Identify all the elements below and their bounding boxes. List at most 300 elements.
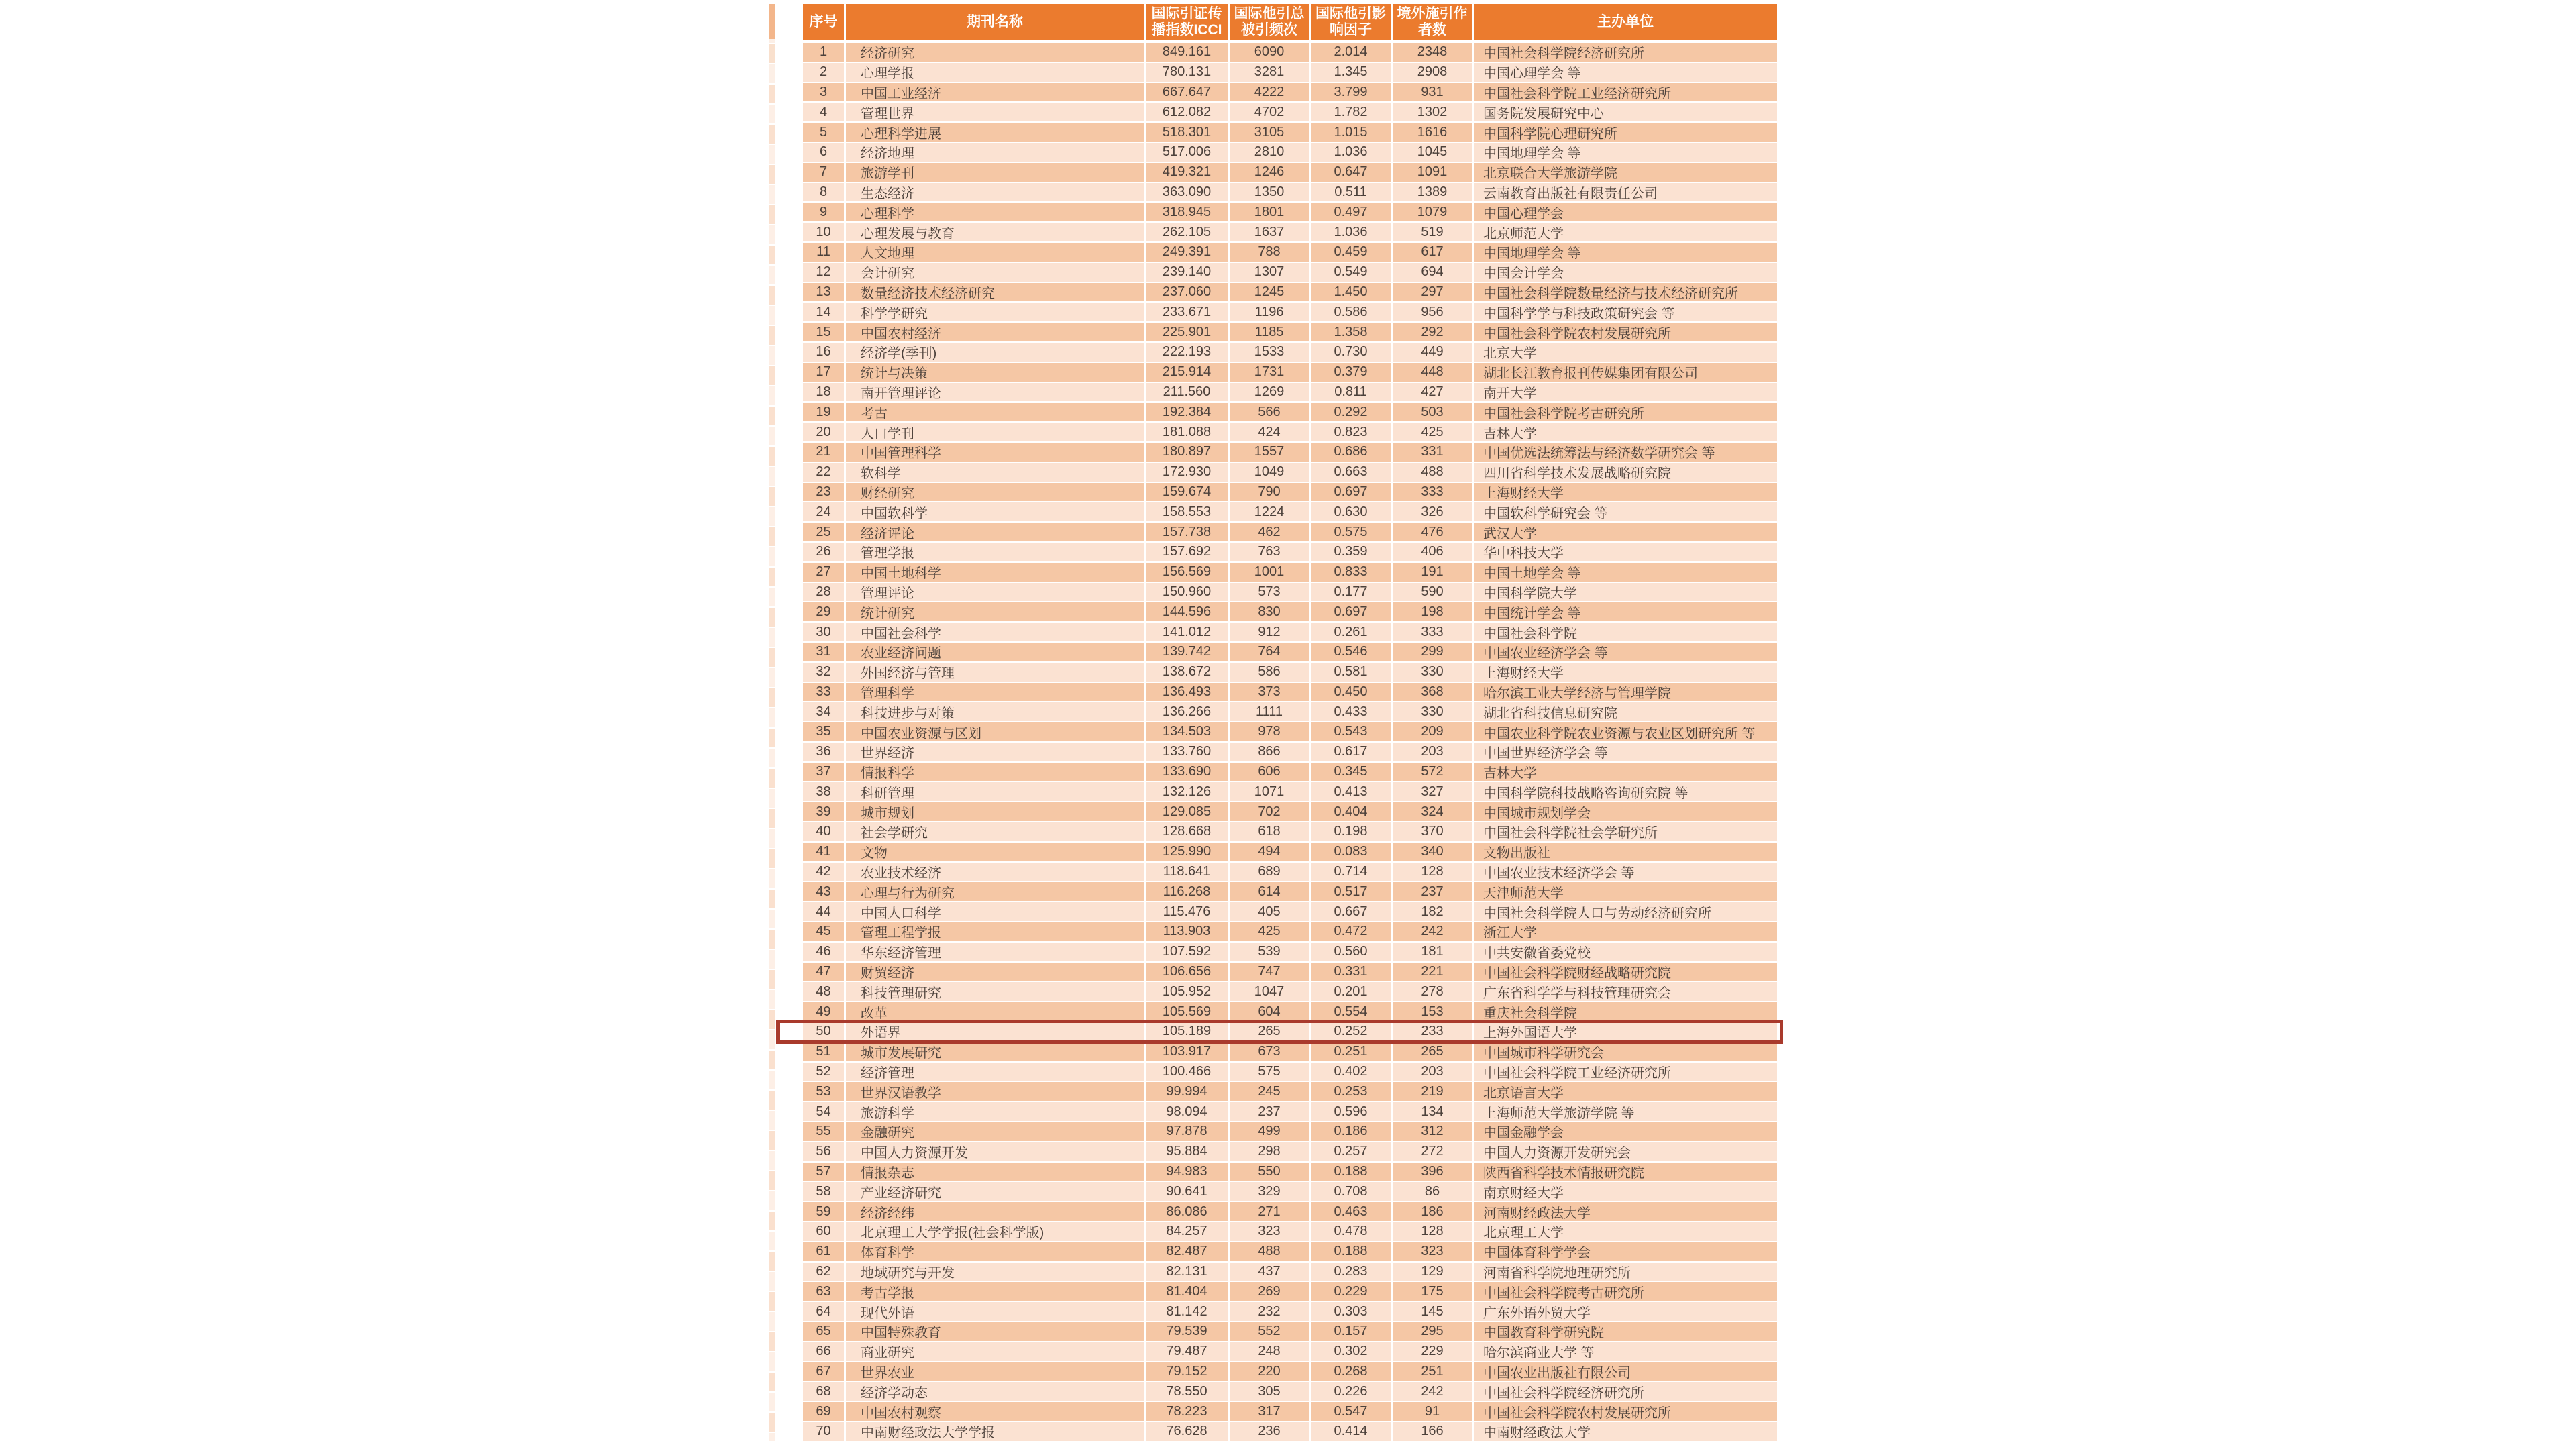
impact-factor-cell: 0.730 (1311, 343, 1391, 362)
journal-name-cell: 心理发展与教育 (846, 223, 1144, 241)
journal-name-cell: 社会学研究 (846, 822, 1144, 841)
rank-cell: 19 (803, 402, 844, 421)
icci-cell: 134.503 (1146, 722, 1228, 741)
overseas-authors-cell: 299 (1393, 643, 1472, 661)
table-row (803, 1322, 1777, 1341)
host-org-cell: 中国社会科学院人口与劳动经济研究所 (1474, 902, 1777, 921)
impact-factor-cell: 0.251 (1311, 1042, 1391, 1061)
icci-cell: 82.487 (1146, 1242, 1228, 1261)
host-org-cell: 浙江大学 (1474, 922, 1777, 941)
host-org-cell: 文物出版社 (1474, 843, 1777, 861)
table-row (803, 863, 1777, 881)
journal-name-cell: 经济地理 (846, 143, 1144, 162)
cites-cell: 1001 (1230, 563, 1309, 582)
cites-cell: 1071 (1230, 782, 1309, 801)
column-header-host: 主办单位 (1474, 4, 1777, 40)
journal-name-cell: 城市规划 (846, 802, 1144, 821)
cites-cell: 3105 (1230, 123, 1309, 142)
host-org-cell: 河南省科学院地理研究所 (1474, 1263, 1777, 1281)
journal-name-cell: 旅游科学 (846, 1102, 1144, 1121)
impact-factor-cell: 0.379 (1311, 363, 1391, 382)
icci-cell: 318.945 (1146, 203, 1228, 221)
table-row (803, 103, 1777, 121)
impact-factor-cell: 0.647 (1311, 163, 1391, 182)
impact-factor-cell: 0.497 (1311, 203, 1391, 221)
host-org-cell: 中国社会科学院工业经济研究所 (1474, 1063, 1777, 1081)
journal-name-cell: 管理科学 (846, 683, 1144, 702)
rank-cell: 31 (803, 643, 844, 661)
rank-cell: 43 (803, 882, 844, 901)
table-row (803, 343, 1777, 362)
cites-cell: 764 (1230, 643, 1309, 661)
impact-factor-cell: 1.036 (1311, 143, 1391, 162)
cites-cell: 912 (1230, 623, 1309, 641)
host-org-cell: 中国心理学会 等 (1474, 63, 1777, 82)
impact-factor-cell: 0.560 (1311, 943, 1391, 961)
icci-cell: 113.903 (1146, 922, 1228, 941)
rank-cell: 56 (803, 1142, 844, 1161)
rank-cell: 64 (803, 1302, 844, 1321)
journal-name-cell: 中南财经政法大学学报 (846, 1422, 1144, 1441)
table-row (803, 1182, 1777, 1201)
journal-name-cell: 心理科学进展 (846, 123, 1144, 142)
icci-cell: 95.884 (1146, 1142, 1228, 1161)
overseas-authors-cell: 476 (1393, 523, 1472, 541)
icci-cell: 118.641 (1146, 863, 1228, 881)
table-row (803, 982, 1777, 1001)
cites-cell: 604 (1230, 1002, 1309, 1021)
impact-factor-cell: 0.302 (1311, 1342, 1391, 1361)
host-org-cell: 天津师范大学 (1474, 882, 1777, 901)
impact-factor-cell: 0.554 (1311, 1002, 1391, 1021)
icci-cell: 157.738 (1146, 523, 1228, 541)
host-org-cell: 吉林大学 (1474, 763, 1777, 782)
cites-cell: 790 (1230, 483, 1309, 502)
left-edge-fragment (769, 4, 775, 1441)
host-org-cell: 哈尔滨工业大学经济与管理学院 (1474, 683, 1777, 702)
overseas-authors-cell: 1045 (1393, 143, 1472, 162)
overseas-authors-cell: 182 (1393, 902, 1472, 921)
overseas-authors-cell: 425 (1393, 423, 1472, 441)
overseas-authors-cell: 297 (1393, 283, 1472, 302)
rank-cell: 5 (803, 123, 844, 142)
overseas-authors-cell: 1091 (1393, 163, 1472, 182)
host-org-cell: 上海财经大学 (1474, 483, 1777, 502)
rank-cell: 8 (803, 183, 844, 202)
journal-ranking-table (803, 4, 1777, 1441)
host-org-cell: 中国地理学会 等 (1474, 243, 1777, 262)
table-row (803, 882, 1777, 901)
journal-name-cell: 中国人力资源开发 (846, 1142, 1144, 1161)
impact-factor-cell: 0.402 (1311, 1063, 1391, 1081)
cites-cell: 1245 (1230, 283, 1309, 302)
icci-cell: 78.550 (1146, 1382, 1228, 1401)
column-header-icci: 国际引证传播指数ICCI (1146, 4, 1228, 40)
cites-cell: 606 (1230, 763, 1309, 782)
overseas-authors-cell: 203 (1393, 1063, 1472, 1081)
host-org-cell: 重庆社会科学院 (1474, 1002, 1777, 1021)
icci-cell: 100.466 (1146, 1063, 1228, 1081)
journal-name-cell: 经济学(季刊) (846, 343, 1144, 362)
cites-cell: 1801 (1230, 203, 1309, 221)
overseas-authors-cell: 1079 (1393, 203, 1472, 221)
overseas-authors-cell: 198 (1393, 602, 1472, 621)
rank-cell: 47 (803, 963, 844, 981)
cites-cell: 978 (1230, 722, 1309, 741)
impact-factor-cell: 1.345 (1311, 63, 1391, 82)
host-org-cell: 云南教育出版社有限责任公司 (1474, 183, 1777, 202)
icci-cell: 211.560 (1146, 383, 1228, 402)
journal-name-cell: 世界农业 (846, 1362, 1144, 1381)
icci-cell: 518.301 (1146, 123, 1228, 142)
host-org-cell: 中国社会科学院数量经济与技术经济研究所 (1474, 283, 1777, 302)
host-org-cell: 中国科学学与科技政策研究会 等 (1474, 303, 1777, 321)
table-row (803, 543, 1777, 561)
journal-name-cell: 中国土地科学 (846, 563, 1144, 582)
table-row (803, 443, 1777, 462)
table-row (803, 802, 1777, 821)
host-org-cell: 中国金融学会 (1474, 1122, 1777, 1141)
table-row (803, 943, 1777, 961)
overseas-authors-cell: 175 (1393, 1282, 1472, 1301)
impact-factor-cell: 0.459 (1311, 243, 1391, 262)
cites-cell: 1557 (1230, 443, 1309, 462)
cites-cell: 245 (1230, 1082, 1309, 1101)
table-row (803, 1282, 1777, 1301)
impact-factor-cell: 0.268 (1311, 1362, 1391, 1381)
icci-cell: 76.628 (1146, 1422, 1228, 1441)
table-row (803, 363, 1777, 382)
table-row (803, 123, 1777, 142)
overseas-authors-cell: 324 (1393, 802, 1472, 821)
rank-cell: 34 (803, 702, 844, 721)
overseas-authors-cell: 340 (1393, 843, 1472, 861)
overseas-authors-cell: 181 (1393, 943, 1472, 961)
cites-cell: 236 (1230, 1422, 1309, 1441)
cites-cell: 1637 (1230, 223, 1309, 241)
overseas-authors-cell: 233 (1393, 1022, 1472, 1041)
impact-factor-cell: 0.543 (1311, 722, 1391, 741)
rank-cell: 59 (803, 1202, 844, 1221)
host-org-cell: 上海外国语大学 (1474, 1022, 1777, 1041)
icci-cell: 233.671 (1146, 303, 1228, 321)
cites-cell: 232 (1230, 1302, 1309, 1321)
cites-cell: 424 (1230, 423, 1309, 441)
host-org-cell: 华中科技大学 (1474, 543, 1777, 561)
overseas-authors-cell: 406 (1393, 543, 1472, 561)
rank-cell: 38 (803, 782, 844, 801)
overseas-authors-cell: 134 (1393, 1102, 1472, 1121)
table-row (803, 702, 1777, 721)
host-org-cell: 中国体育科学学会 (1474, 1242, 1777, 1261)
rank-cell: 15 (803, 323, 844, 341)
journal-name-cell: 中国工业经济 (846, 83, 1144, 102)
rank-cell: 2 (803, 63, 844, 82)
impact-factor-cell: 0.450 (1311, 683, 1391, 702)
overseas-authors-cell: 370 (1393, 822, 1472, 841)
impact-factor-cell: 0.697 (1311, 483, 1391, 502)
journal-name-cell: 经济评论 (846, 523, 1144, 541)
impact-factor-cell: 0.686 (1311, 443, 1391, 462)
overseas-authors-cell: 333 (1393, 483, 1472, 502)
overseas-authors-cell: 503 (1393, 402, 1472, 421)
rank-cell: 27 (803, 563, 844, 582)
cites-cell: 586 (1230, 663, 1309, 682)
overseas-authors-cell: 327 (1393, 782, 1472, 801)
icci-cell: 79.487 (1146, 1342, 1228, 1361)
journal-name-cell: 数量经济技术经济研究 (846, 283, 1144, 302)
cites-cell: 4702 (1230, 103, 1309, 121)
journal-name-cell: 商业研究 (846, 1342, 1144, 1361)
overseas-authors-cell: 449 (1393, 343, 1472, 362)
journal-name-cell: 世界经济 (846, 743, 1144, 761)
cites-cell: 329 (1230, 1182, 1309, 1201)
icci-cell: 90.641 (1146, 1182, 1228, 1201)
impact-factor-cell: 0.617 (1311, 743, 1391, 761)
impact-factor-cell: 0.414 (1311, 1422, 1391, 1441)
journal-name-cell: 中国特殊教育 (846, 1322, 1144, 1341)
impact-factor-cell: 1.358 (1311, 323, 1391, 341)
rank-cell: 62 (803, 1263, 844, 1281)
overseas-authors-cell: 91 (1393, 1402, 1472, 1421)
table-header-row (803, 4, 1777, 40)
rank-cell: 61 (803, 1242, 844, 1261)
journal-name-cell: 中国农村经济 (846, 323, 1144, 341)
impact-factor-cell: 0.708 (1311, 1182, 1391, 1201)
icci-cell: 419.321 (1146, 163, 1228, 182)
impact-factor-cell: 0.413 (1311, 782, 1391, 801)
impact-factor-cell: 0.404 (1311, 802, 1391, 821)
journal-name-cell: 外语界 (846, 1022, 1144, 1041)
overseas-authors-cell: 2908 (1393, 63, 1472, 82)
cites-cell: 269 (1230, 1282, 1309, 1301)
icci-cell: 150.960 (1146, 583, 1228, 602)
impact-factor-cell: 0.549 (1311, 263, 1391, 282)
icci-cell: 133.760 (1146, 743, 1228, 761)
journal-name-cell: 中国人口科学 (846, 902, 1144, 921)
icci-cell: 780.131 (1146, 63, 1228, 82)
journal-name-cell: 地域研究与开发 (846, 1263, 1144, 1281)
journal-name-cell: 考古 (846, 402, 1144, 421)
rank-cell: 36 (803, 743, 844, 761)
cites-cell: 3281 (1230, 63, 1309, 82)
cites-cell: 575 (1230, 1063, 1309, 1081)
host-org-cell: 中国社会科学院 (1474, 623, 1777, 641)
icci-cell: 133.690 (1146, 763, 1228, 782)
host-org-cell: 中国农业经济学会 等 (1474, 643, 1777, 661)
host-org-cell: 广东省科学学与科技管理研究会 (1474, 982, 1777, 1001)
rank-cell: 18 (803, 383, 844, 402)
cites-cell: 1111 (1230, 702, 1309, 721)
icci-cell: 138.672 (1146, 663, 1228, 682)
rank-cell: 41 (803, 843, 844, 861)
journal-name-cell: 城市发展研究 (846, 1042, 1144, 1061)
cites-cell: 614 (1230, 882, 1309, 901)
host-org-cell: 北京理工大学 (1474, 1222, 1777, 1241)
icci-cell: 136.266 (1146, 702, 1228, 721)
journal-name-cell: 农业技术经济 (846, 863, 1144, 881)
journal-name-cell: 体育科学 (846, 1242, 1144, 1261)
cites-cell: 1047 (1230, 982, 1309, 1001)
impact-factor-cell: 0.177 (1311, 583, 1391, 602)
cites-cell: 405 (1230, 902, 1309, 921)
cites-cell: 271 (1230, 1202, 1309, 1221)
rank-cell: 24 (803, 502, 844, 521)
overseas-authors-cell: 128 (1393, 863, 1472, 881)
cites-cell: 702 (1230, 802, 1309, 821)
icci-cell: 79.152 (1146, 1362, 1228, 1381)
rank-cell: 20 (803, 423, 844, 441)
host-org-cell: 中国软科学研究会 等 (1474, 502, 1777, 521)
rank-cell: 22 (803, 463, 844, 482)
host-org-cell: 北京联合大学旅游学院 (1474, 163, 1777, 182)
host-org-cell: 中国社会科学院社会学研究所 (1474, 822, 1777, 841)
host-org-cell: 中国心理学会 (1474, 203, 1777, 221)
rank-cell: 54 (803, 1102, 844, 1121)
rank-cell: 1 (803, 43, 844, 62)
rank-cell: 7 (803, 163, 844, 182)
host-org-cell: 河南财经政法大学 (1474, 1202, 1777, 1221)
icci-cell: 612.082 (1146, 103, 1228, 121)
host-org-cell: 中国城市规划学会 (1474, 802, 1777, 821)
table-row (803, 1002, 1777, 1021)
host-org-cell: 湖北省科技信息研究院 (1474, 702, 1777, 721)
host-org-cell: 中国社会科学院农村发展研究所 (1474, 323, 1777, 341)
cites-cell: 1731 (1230, 363, 1309, 382)
table-row (803, 782, 1777, 801)
table-row (803, 1302, 1777, 1321)
rank-cell: 69 (803, 1402, 844, 1421)
overseas-authors-cell: 129 (1393, 1263, 1472, 1281)
rank-cell: 60 (803, 1222, 844, 1241)
table-row (803, 63, 1777, 82)
table-row (803, 163, 1777, 182)
host-org-cell: 中国科学院心理研究所 (1474, 123, 1777, 142)
impact-factor-cell: 0.083 (1311, 843, 1391, 861)
overseas-authors-cell: 326 (1393, 502, 1472, 521)
table-row (803, 623, 1777, 641)
impact-factor-cell: 3.799 (1311, 83, 1391, 102)
journal-name-cell: 经济研究 (846, 43, 1144, 62)
host-org-cell: 中国科学院大学 (1474, 583, 1777, 602)
table-row (803, 1063, 1777, 1081)
impact-factor-cell: 0.596 (1311, 1102, 1391, 1121)
host-org-cell: 北京大学 (1474, 343, 1777, 362)
host-org-cell: 中国社会科学院经济研究所 (1474, 43, 1777, 62)
column-header-impact: 国际他引影响因子 (1311, 4, 1391, 40)
icci-cell: 849.161 (1146, 43, 1228, 62)
overseas-authors-cell: 128 (1393, 1222, 1472, 1241)
table-row (803, 83, 1777, 102)
table-row (803, 1263, 1777, 1281)
icci-cell: 262.105 (1146, 223, 1228, 241)
journal-name-cell: 人口学刊 (846, 423, 1144, 441)
journal-name-cell: 华东经济管理 (846, 943, 1144, 961)
impact-factor-cell: 0.463 (1311, 1202, 1391, 1221)
table-body (803, 43, 1777, 1441)
overseas-authors-cell: 323 (1393, 1242, 1472, 1261)
table-row (803, 1222, 1777, 1241)
overseas-authors-cell: 427 (1393, 383, 1472, 402)
table-row (803, 323, 1777, 341)
overseas-authors-cell: 265 (1393, 1042, 1472, 1061)
rank-cell: 51 (803, 1042, 844, 1061)
cites-cell: 4222 (1230, 83, 1309, 102)
cites-cell: 298 (1230, 1142, 1309, 1161)
rank-cell: 4 (803, 103, 844, 121)
impact-factor-cell: 0.663 (1311, 463, 1391, 482)
table-row (803, 1342, 1777, 1361)
journal-name-cell: 科研管理 (846, 782, 1144, 801)
table-row (803, 963, 1777, 981)
journal-name-cell: 旅游学刊 (846, 163, 1144, 182)
impact-factor-cell: 0.546 (1311, 643, 1391, 661)
cites-cell: 1350 (1230, 183, 1309, 202)
table-row (803, 563, 1777, 582)
overseas-authors-cell: 153 (1393, 1002, 1472, 1021)
icci-cell: 81.142 (1146, 1302, 1228, 1321)
host-org-cell: 中国土地学会 等 (1474, 563, 1777, 582)
table-row (803, 463, 1777, 482)
overseas-authors-cell: 956 (1393, 303, 1472, 321)
journal-name-cell: 管理世界 (846, 103, 1144, 121)
icci-cell: 105.569 (1146, 1002, 1228, 1021)
rank-cell: 32 (803, 663, 844, 682)
icci-cell: 129.085 (1146, 802, 1228, 821)
cites-cell: 618 (1230, 822, 1309, 841)
cites-cell: 462 (1230, 523, 1309, 541)
cites-cell: 830 (1230, 602, 1309, 621)
cites-cell: 373 (1230, 683, 1309, 702)
table-row (803, 722, 1777, 741)
impact-factor-cell: 0.257 (1311, 1142, 1391, 1161)
icci-cell: 667.647 (1146, 83, 1228, 102)
journal-name-cell: 会计研究 (846, 263, 1144, 282)
icci-cell: 128.668 (1146, 822, 1228, 841)
host-org-cell: 南京财经大学 (1474, 1182, 1777, 1201)
host-org-cell: 中国地理学会 等 (1474, 143, 1777, 162)
host-org-cell: 中国会计学会 (1474, 263, 1777, 282)
impact-factor-cell: 0.433 (1311, 702, 1391, 721)
host-org-cell: 中国社会科学院财经战略研究院 (1474, 963, 1777, 981)
impact-factor-cell: 0.186 (1311, 1122, 1391, 1141)
icci-cell: 141.012 (1146, 623, 1228, 641)
rank-cell: 70 (803, 1422, 844, 1441)
journal-name-cell: 金融研究 (846, 1122, 1144, 1141)
overseas-authors-cell: 251 (1393, 1362, 1472, 1381)
impact-factor-cell: 1.036 (1311, 223, 1391, 241)
impact-factor-cell: 0.586 (1311, 303, 1391, 321)
rank-cell: 10 (803, 223, 844, 241)
impact-factor-cell: 0.188 (1311, 1242, 1391, 1261)
icci-cell: 81.404 (1146, 1282, 1228, 1301)
impact-factor-cell: 0.811 (1311, 383, 1391, 402)
host-org-cell: 北京师范大学 (1474, 223, 1777, 241)
host-org-cell: 中南财经政法大学 (1474, 1422, 1777, 1441)
icci-cell: 78.223 (1146, 1402, 1228, 1421)
rank-cell: 30 (803, 623, 844, 641)
rank-cell: 48 (803, 982, 844, 1001)
table-row (803, 902, 1777, 921)
journal-name-cell: 北京理工大学学报(社会科学版) (846, 1222, 1144, 1241)
icci-cell: 517.006 (1146, 143, 1228, 162)
table-row (803, 402, 1777, 421)
rank-cell: 58 (803, 1182, 844, 1201)
table-row (803, 383, 1777, 402)
journal-name-cell: 改革 (846, 1002, 1144, 1021)
cites-cell: 1185 (1230, 323, 1309, 341)
host-org-cell: 四川省科学技术发展战略研究院 (1474, 463, 1777, 482)
